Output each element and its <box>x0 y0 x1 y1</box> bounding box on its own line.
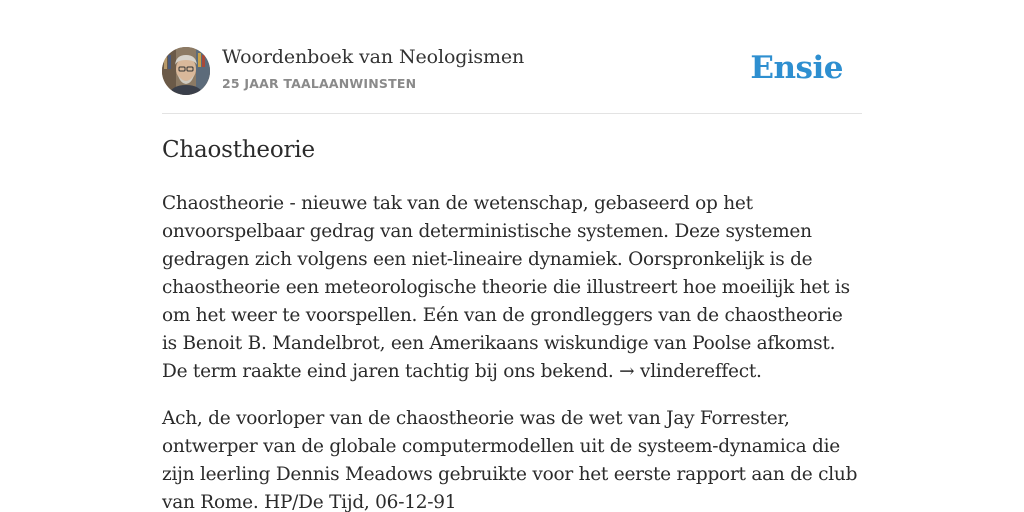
definition-text: Chaostheorie - nieuwe tak van de wetenschap, gebaseerd op het onvoorspelbaar gedrag van deterministische systemen. Deze systemen gedragen zich volgens een niet-lineaire dynamiek. Oorspronkelijk is de chaostheorie een meteorologische theorie die illustreert hoe moeilijk het is om het weer te voorspellen. Eén van de grondleggers van de chaostheorie is Benoit B. Mandelbrot, een Amerikaans wiskundige van Poolse afkomst. De term raakte eind jaren tachtig bij ons bekend. <box>162 193 850 382</box>
definition-paragraph <box>162 190 862 386</box>
entry-title: Chaostheorie <box>162 137 315 163</box>
arrow-icon: → <box>619 361 635 382</box>
citation-paragraph: Ach, de voorloper van de chaostheorie was de wet van Jay Forrester, ontwerper van de globale computermodellen uit de systeem-dynamica die zijn leerling Dennis Meadows gebruikte voor het eerste rapport aan de club van Rome. HP/De Tijd, 06-12-91 <box>162 408 858 512</box>
content-container <box>162 0 862 512</box>
see-also-link[interactable]: vlindereffect. <box>640 361 762 382</box>
source-subtitle: 25 JAAR TAALAANWINSTEN <box>222 76 417 91</box>
source-header <box>162 0 862 114</box>
brand-logo-link[interactable]: Ensie <box>750 50 843 86</box>
avatar-portrait-icon <box>162 47 210 95</box>
source-title[interactable]: Woordenboek van Neologismen <box>222 46 525 68</box>
avatar[interactable] <box>162 47 210 95</box>
